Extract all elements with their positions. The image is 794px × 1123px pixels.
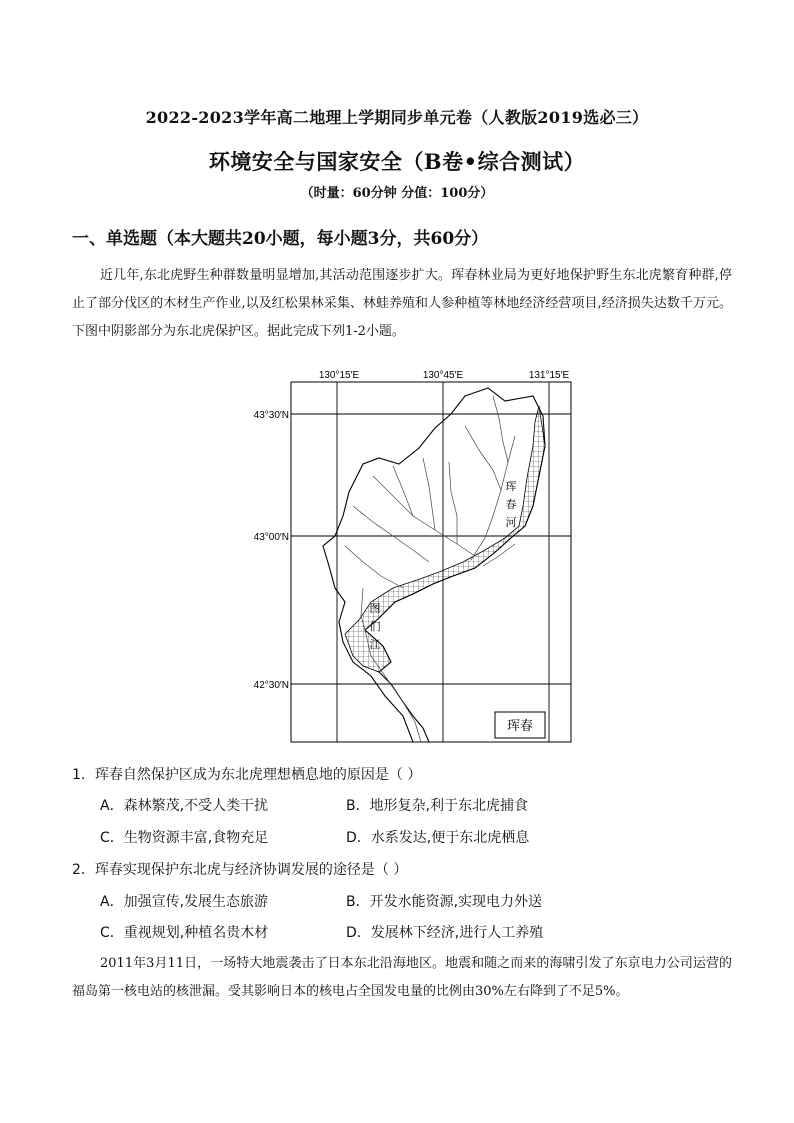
- river-label-hunchun: [506, 480, 517, 529]
- q1-option-d: D．水系发达,便于东北虎栖息: [346, 830, 530, 846]
- svg-text:们: 们: [369, 620, 381, 633]
- lat-label: 43°30′N: [253, 410, 289, 421]
- q2-option-a: A．加强宣传,发展生态旅游: [100, 894, 269, 910]
- svg-text:河: 河: [505, 516, 517, 529]
- closing-paragraph: 2011年3月11日，一场特大地震袭击了日本东北沿海地区。地震和随之而来的海啸引发了东京电力公司运营的福岛第一核电站的核泄漏。受其影响日本的核电占全国发电量的比例由30%左右降到了不足5%。: [72, 956, 732, 999]
- lon-label: 130°15′E: [318, 370, 360, 381]
- svg-text:春: 春: [505, 498, 517, 511]
- region-outline: [323, 388, 545, 742]
- svg-text:珲: 珲: [505, 480, 517, 493]
- q1-option-b: B．地形复杂,利于东北虎捕食: [346, 798, 529, 814]
- place-label: 珲春: [506, 719, 534, 734]
- q1-option-a: A．森林繁茂,不受人类干扰: [100, 798, 269, 814]
- q2-option-c: C．重视规划,种植名贵木材: [100, 925, 269, 941]
- lon-label: 130°45′E: [422, 370, 464, 381]
- document-series-title: 2022-2023学年高二地理上学期同步单元卷（人教版2019选必三）: [145, 108, 649, 127]
- hunchun-reserve-map: [253, 366, 573, 744]
- lat-label: 43°00′N: [253, 532, 289, 543]
- svg-text:江: 江: [369, 638, 381, 651]
- q2-option-b: B．开发水能资源,实现电力外送: [346, 894, 543, 910]
- river-label-tumen: [370, 602, 381, 651]
- q1-option-c: C．生物资源丰富,食物充足: [100, 830, 269, 846]
- exam-time-score: （时量：60分钟 分值：100分）: [300, 186, 494, 201]
- question-1-stem: 1．珲春自然保护区成为东北虎理想栖息地的原因是（ ）: [72, 767, 422, 783]
- lat-label: 42°30′N: [253, 680, 289, 691]
- intro-paragraph: 近几年,东北虎野生种群数量明显增加,其活动范围逐步扩大。珲春林业局为更好地保护野生东北虎繁育种群,停止了部分伐区的木材生产作业,以及红松果林采集、林蛙养殖和人参种植等林地经济经营项目,经济损失达数千万元。下图中阴影部分为东北虎保护区。据此完成下列1-2小题。: [72, 268, 732, 339]
- q2-option-d: D．发展林下经济,进行人工养殖: [346, 925, 544, 941]
- question-2-stem: 2．珲春实现保护东北虎与经济协调发展的途径是（ ）: [72, 862, 408, 878]
- lon-label: 131°15′E: [528, 370, 570, 381]
- document-main-title: 环境安全与国家安全（B卷•综合测试）: [208, 149, 586, 174]
- svg-text:图: 图: [369, 602, 381, 615]
- section-heading: 一、单选题（本大题共20小题，每小题3分，共60分）: [72, 229, 489, 249]
